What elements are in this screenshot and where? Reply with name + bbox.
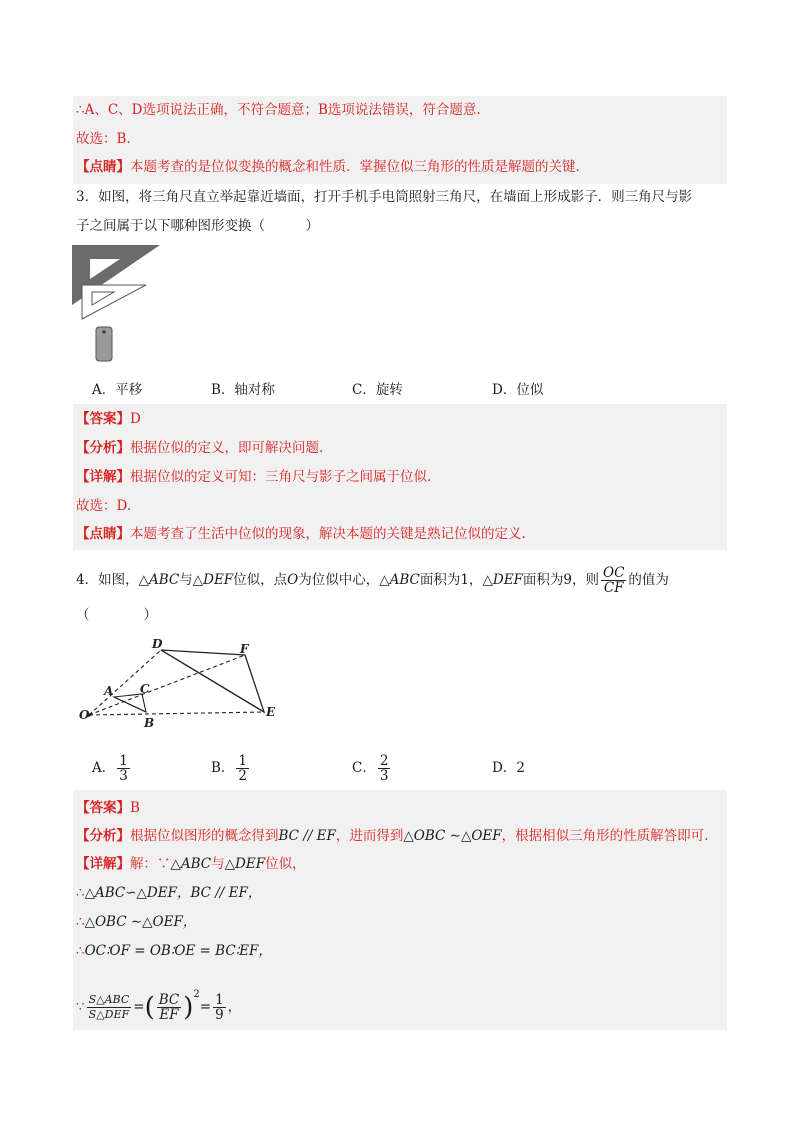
therefore-symbol: ∴ <box>76 914 85 930</box>
q4-point-o: O <box>287 572 299 588</box>
q3-detail-line <box>76 467 431 487</box>
frac-numerator: BC <box>158 992 180 1008</box>
frac-numerator: S△ABC <box>88 993 130 1006</box>
option-fraction <box>117 754 130 783</box>
q4-options <box>92 750 652 786</box>
q4-stem-c: 位似，点 <box>233 572 288 588</box>
point-label: 【点睛】 <box>76 159 130 175</box>
option-fraction <box>378 754 391 783</box>
option-letter: A． <box>92 760 116 776</box>
label-d: D <box>152 637 163 651</box>
point-text: 本题考查了生活中位似的现象，解决本题的关键是熟记位似的定义. <box>130 526 526 542</box>
side-ratio-fraction <box>157 993 182 1022</box>
q3-stem-line1: 3．如图，将三角尺直立举起靠近墙面，打开手机手电筒照射三角尺，在墙面上形成影子．则三角尺与影 <box>76 189 693 205</box>
q4-step3 <box>76 941 272 961</box>
q4-ratio-fraction <box>601 566 626 595</box>
answer-value: D <box>130 411 141 427</box>
option-letter: C． <box>352 760 376 776</box>
q4-tri-def: △DEF <box>192 572 234 588</box>
frac-numerator: OC <box>603 565 625 581</box>
q4-answer-line <box>76 798 140 818</box>
q4-option-b[interactable] <box>211 750 251 786</box>
q4-option-a[interactable] <box>92 750 132 786</box>
therefore-symbol: ∴ <box>76 885 85 901</box>
q2-conclusion: ∴A、C、D选项说法正确，不符合题意；B选项说法错误，符合题意. <box>76 102 481 118</box>
label-e: E <box>266 705 276 719</box>
point-label: 【点睛】 <box>76 526 130 542</box>
detail-math-1: △ABC <box>170 856 212 872</box>
analysis-label: 【分析】 <box>76 828 130 844</box>
q4-option-d[interactable] <box>492 750 525 786</box>
q3-option-c[interactable]: C．旋转 <box>352 382 403 398</box>
q4-option-c[interactable] <box>352 750 392 786</box>
analysis-text: 根据位似的定义，即可解决问题. <box>130 440 324 456</box>
q2-answer-line: 故选：B. <box>76 131 131 147</box>
ray-od <box>89 650 161 715</box>
point-text: 本题考查的是位似变换的概念和性质．掌握位似三角形的性质是解题的关键. <box>130 159 580 175</box>
step1-math: △ABC∽△DEF，BC // EF， <box>84 885 262 901</box>
q3-analysis-line <box>76 438 323 458</box>
because-symbol: ∵ <box>76 999 85 1015</box>
frac-numerator: 1 <box>119 753 128 769</box>
step3-math: OC∶OF = OB∶OE = BC∶EF， <box>84 943 272 959</box>
q4-tri-def-2: △DEF <box>482 572 523 588</box>
frac-numerator: 2 <box>379 753 389 769</box>
frac-denominator: CF <box>603 580 624 596</box>
q4-step2 <box>76 912 196 932</box>
q4-figure-homothety <box>78 635 288 733</box>
frac-denominator: EF <box>159 1007 179 1023</box>
equals-sign: = <box>133 999 145 1015</box>
q4-stem-b: 与 <box>179 572 193 588</box>
q4-stem-e: 面积为1， <box>419 572 483 588</box>
step2-math: △OBC ∼△OEF， <box>84 914 197 930</box>
q4-analysis-line <box>76 826 708 846</box>
option-letter: B． <box>211 760 235 776</box>
q4-stem-line2: （ ） <box>76 607 157 623</box>
area-ratio-fraction <box>87 993 132 1022</box>
q4-stem-g: 的值为 <box>628 572 669 588</box>
detail-math-2: △DEF <box>224 856 266 872</box>
detail-label: 【详解】 <box>76 469 130 485</box>
frac-denominator: 9 <box>215 1007 224 1023</box>
result-fraction <box>213 993 226 1022</box>
frac-denominator: 3 <box>379 768 389 784</box>
q3-figure-triangle-ruler-shadow <box>72 245 172 367</box>
q4-tri-abc-2: △ABC <box>379 572 420 588</box>
ray-oe <box>89 712 264 715</box>
q4-stem-f: 面积为9，则 <box>522 572 600 588</box>
answer-label: 【答案】 <box>76 800 130 816</box>
frac-denominator: S△DEF <box>88 1008 130 1021</box>
q3-stem-line2: 子之间属于以下哪种图形变换（ ） <box>76 218 319 234</box>
frac-denominator: 3 <box>119 768 128 784</box>
frac-denominator: 2 <box>238 768 248 784</box>
q4-tri-abc: △ABC <box>138 572 180 588</box>
q4-stem-line1 <box>76 563 669 597</box>
equals-sign-2: = <box>199 999 212 1015</box>
answer-label: 【答案】 <box>76 411 130 427</box>
detail-label: 【详解】 <box>76 856 130 872</box>
analysis-b: ，进而得到 <box>335 828 404 844</box>
right-paren: ) <box>183 992 194 1023</box>
analysis-a: 根据位似图形的概念得到 <box>130 828 279 844</box>
frac-numerator: 1 <box>215 992 224 1008</box>
label-o: O <box>79 708 90 722</box>
left-paren: ( <box>144 992 155 1023</box>
detail-b: 与 <box>211 856 225 872</box>
option-fraction <box>236 754 249 783</box>
therefore-symbol: ∴ <box>76 943 85 959</box>
label-f: F <box>240 642 249 656</box>
q3-option-b[interactable]: B．轴对称 <box>211 382 275 398</box>
q4-step4 <box>76 975 241 1028</box>
q3-answer-line <box>76 409 141 429</box>
frac-numerator: 1 <box>238 753 248 769</box>
label-a: A <box>104 684 114 698</box>
q3-option-a[interactable]: A．平移 <box>92 382 143 398</box>
q3-options <box>92 380 652 400</box>
analysis-math-2: △OBC ∼△OEF <box>403 828 502 844</box>
option-letter: D． <box>492 760 517 776</box>
exponent: 2 <box>193 989 200 1000</box>
detail-a: 解：∵ <box>130 856 171 872</box>
q3-point-line <box>76 524 526 544</box>
analysis-c: ，根据相似三角形的性质解答即可. <box>501 828 709 844</box>
q4-detail-line <box>76 854 306 874</box>
detail-text: 根据位似的定义可知：三角尺与影子之间属于位似. <box>130 469 432 485</box>
q4-step1 <box>76 883 261 903</box>
option-value: 2 <box>516 760 525 776</box>
label-c: C <box>140 682 150 696</box>
detail-c: 位似， <box>265 856 306 872</box>
analysis-math-1: BC // EF <box>278 828 336 844</box>
q4-stem-d: 为位似中心， <box>298 572 380 588</box>
answer-value: B <box>130 800 140 816</box>
phone-camera-icon <box>102 330 105 333</box>
q4-stem-a: 4．如图， <box>76 572 139 588</box>
analysis-label: 【分析】 <box>76 440 130 456</box>
q2-point-line <box>76 157 580 177</box>
label-b: B <box>144 716 155 730</box>
step4-tail: ， <box>227 999 242 1015</box>
q3-choose-line: 故选：D. <box>76 498 132 514</box>
q3-option-d[interactable]: D．位似 <box>492 382 544 398</box>
